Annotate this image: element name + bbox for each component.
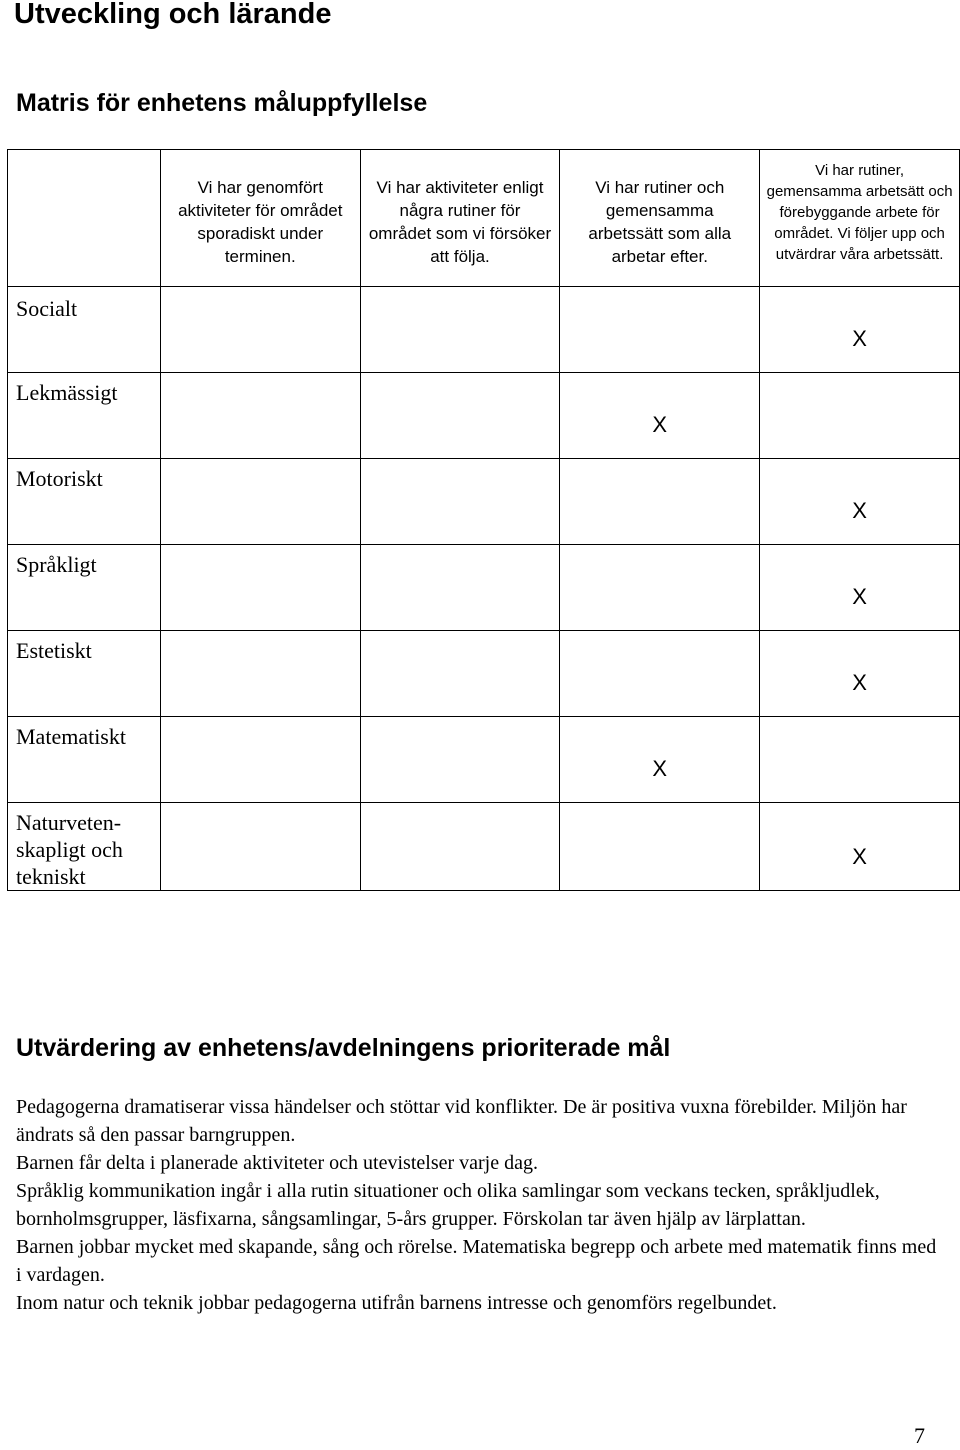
matrix-row [8,545,960,631]
row-label: Språkligt [8,545,161,631]
page-number: 7 [914,1423,925,1448]
matrix-body [8,287,960,891]
matrix-header-row [8,150,960,287]
empty-cell [560,803,760,891]
mark-cell [760,287,960,373]
empty-cell [760,717,960,803]
matrix-row [8,803,960,891]
empty-cell [160,287,360,373]
mark-cell [760,631,960,717]
empty-cell [160,545,360,631]
x-mark: X [852,326,867,351]
row-label: Matematiskt [8,717,161,803]
mark-cell [760,545,960,631]
row-label: Naturveten- skapligt och tekniskt [8,803,161,891]
paragraph: Språklig kommunikation ingår i alla rutin situationer och olika samlingar som veckans tecken, språkljudlek, bornholmsgrupper, läsfixarna, sångsamlingar, 5-års grupper. Förskolan tar även hjälp av lärplattan. [16,1180,880,1230]
matrix-corner-cell [8,150,161,287]
matrix-row [8,373,960,459]
matrix-row [8,717,960,803]
empty-cell [360,803,560,891]
empty-cell [760,373,960,459]
column-header-2: Vi har aktiviteter enligt några rutiner för området som vi försöker att följa. [360,150,560,287]
row-label: Estetiskt [8,631,161,717]
row-label: Socialt [8,287,161,373]
empty-cell [360,631,560,717]
matrix-row [8,631,960,717]
empty-cell [360,459,560,545]
empty-cell [160,717,360,803]
empty-cell [560,631,760,717]
column-header-1: Vi har genomfört aktiviteter för området sporadiskt under terminen. [160,150,360,287]
empty-cell [160,631,360,717]
row-label: Lekmässigt [8,373,161,459]
x-mark: X [852,584,867,609]
x-mark: X [852,498,867,523]
paragraph: Barnen jobbar mycket med skapande, sång och rörelse. Matematiska begrepp och arbete med matematik finns med i vardagen. [16,1236,937,1286]
empty-cell [360,545,560,631]
x-mark: X [852,670,867,695]
page-title: Utveckling och lärande [14,0,332,30]
empty-cell [160,373,360,459]
x-mark: X [652,756,668,781]
evaluation-title: Utvärdering av enhetens/avdelningens prioriterade mål [16,1034,671,1062]
matrix-row [8,287,960,373]
empty-cell [360,287,560,373]
mark-cell [560,717,760,803]
evaluation-text [16,1093,946,1317]
column-header-3: Vi har rutiner och gemensamma arbetssätt som alla arbetar efter. [560,150,760,287]
mark-cell [560,373,760,459]
empty-cell [160,803,360,891]
goal-fulfillment-matrix [7,149,960,891]
paragraph: Pedagogerna dramatiserar vissa händelser och stöttar vid konflikter. De är positiva vuxna förebilder. Miljön har ändrats så den passar barngruppen. [16,1096,907,1146]
column-header-4: Vi har rutiner, gemensamma arbetsätt och förebyggande arbete för området. Vi följer upp och utvärdrar våra arbetssätt. [760,150,960,287]
x-mark: X [852,844,867,869]
matrix-title: Matris för enhetens måluppfyllelse [16,89,428,117]
x-mark: X [652,412,668,437]
empty-cell [560,545,760,631]
empty-cell [360,373,560,459]
paragraph: Barnen får delta i planerade aktiviteter och utevistelser varje dag. [16,1152,538,1174]
paragraph: Inom natur och teknik jobbar pedagogerna utifrån barnens intresse och genomförs regelbundet. [16,1292,777,1314]
empty-cell [160,459,360,545]
empty-cell [560,287,760,373]
matrix-row [8,459,960,545]
row-label: Motoriskt [8,459,161,545]
mark-cell [760,459,960,545]
empty-cell [560,459,760,545]
mark-cell [760,803,960,891]
empty-cell [360,717,560,803]
